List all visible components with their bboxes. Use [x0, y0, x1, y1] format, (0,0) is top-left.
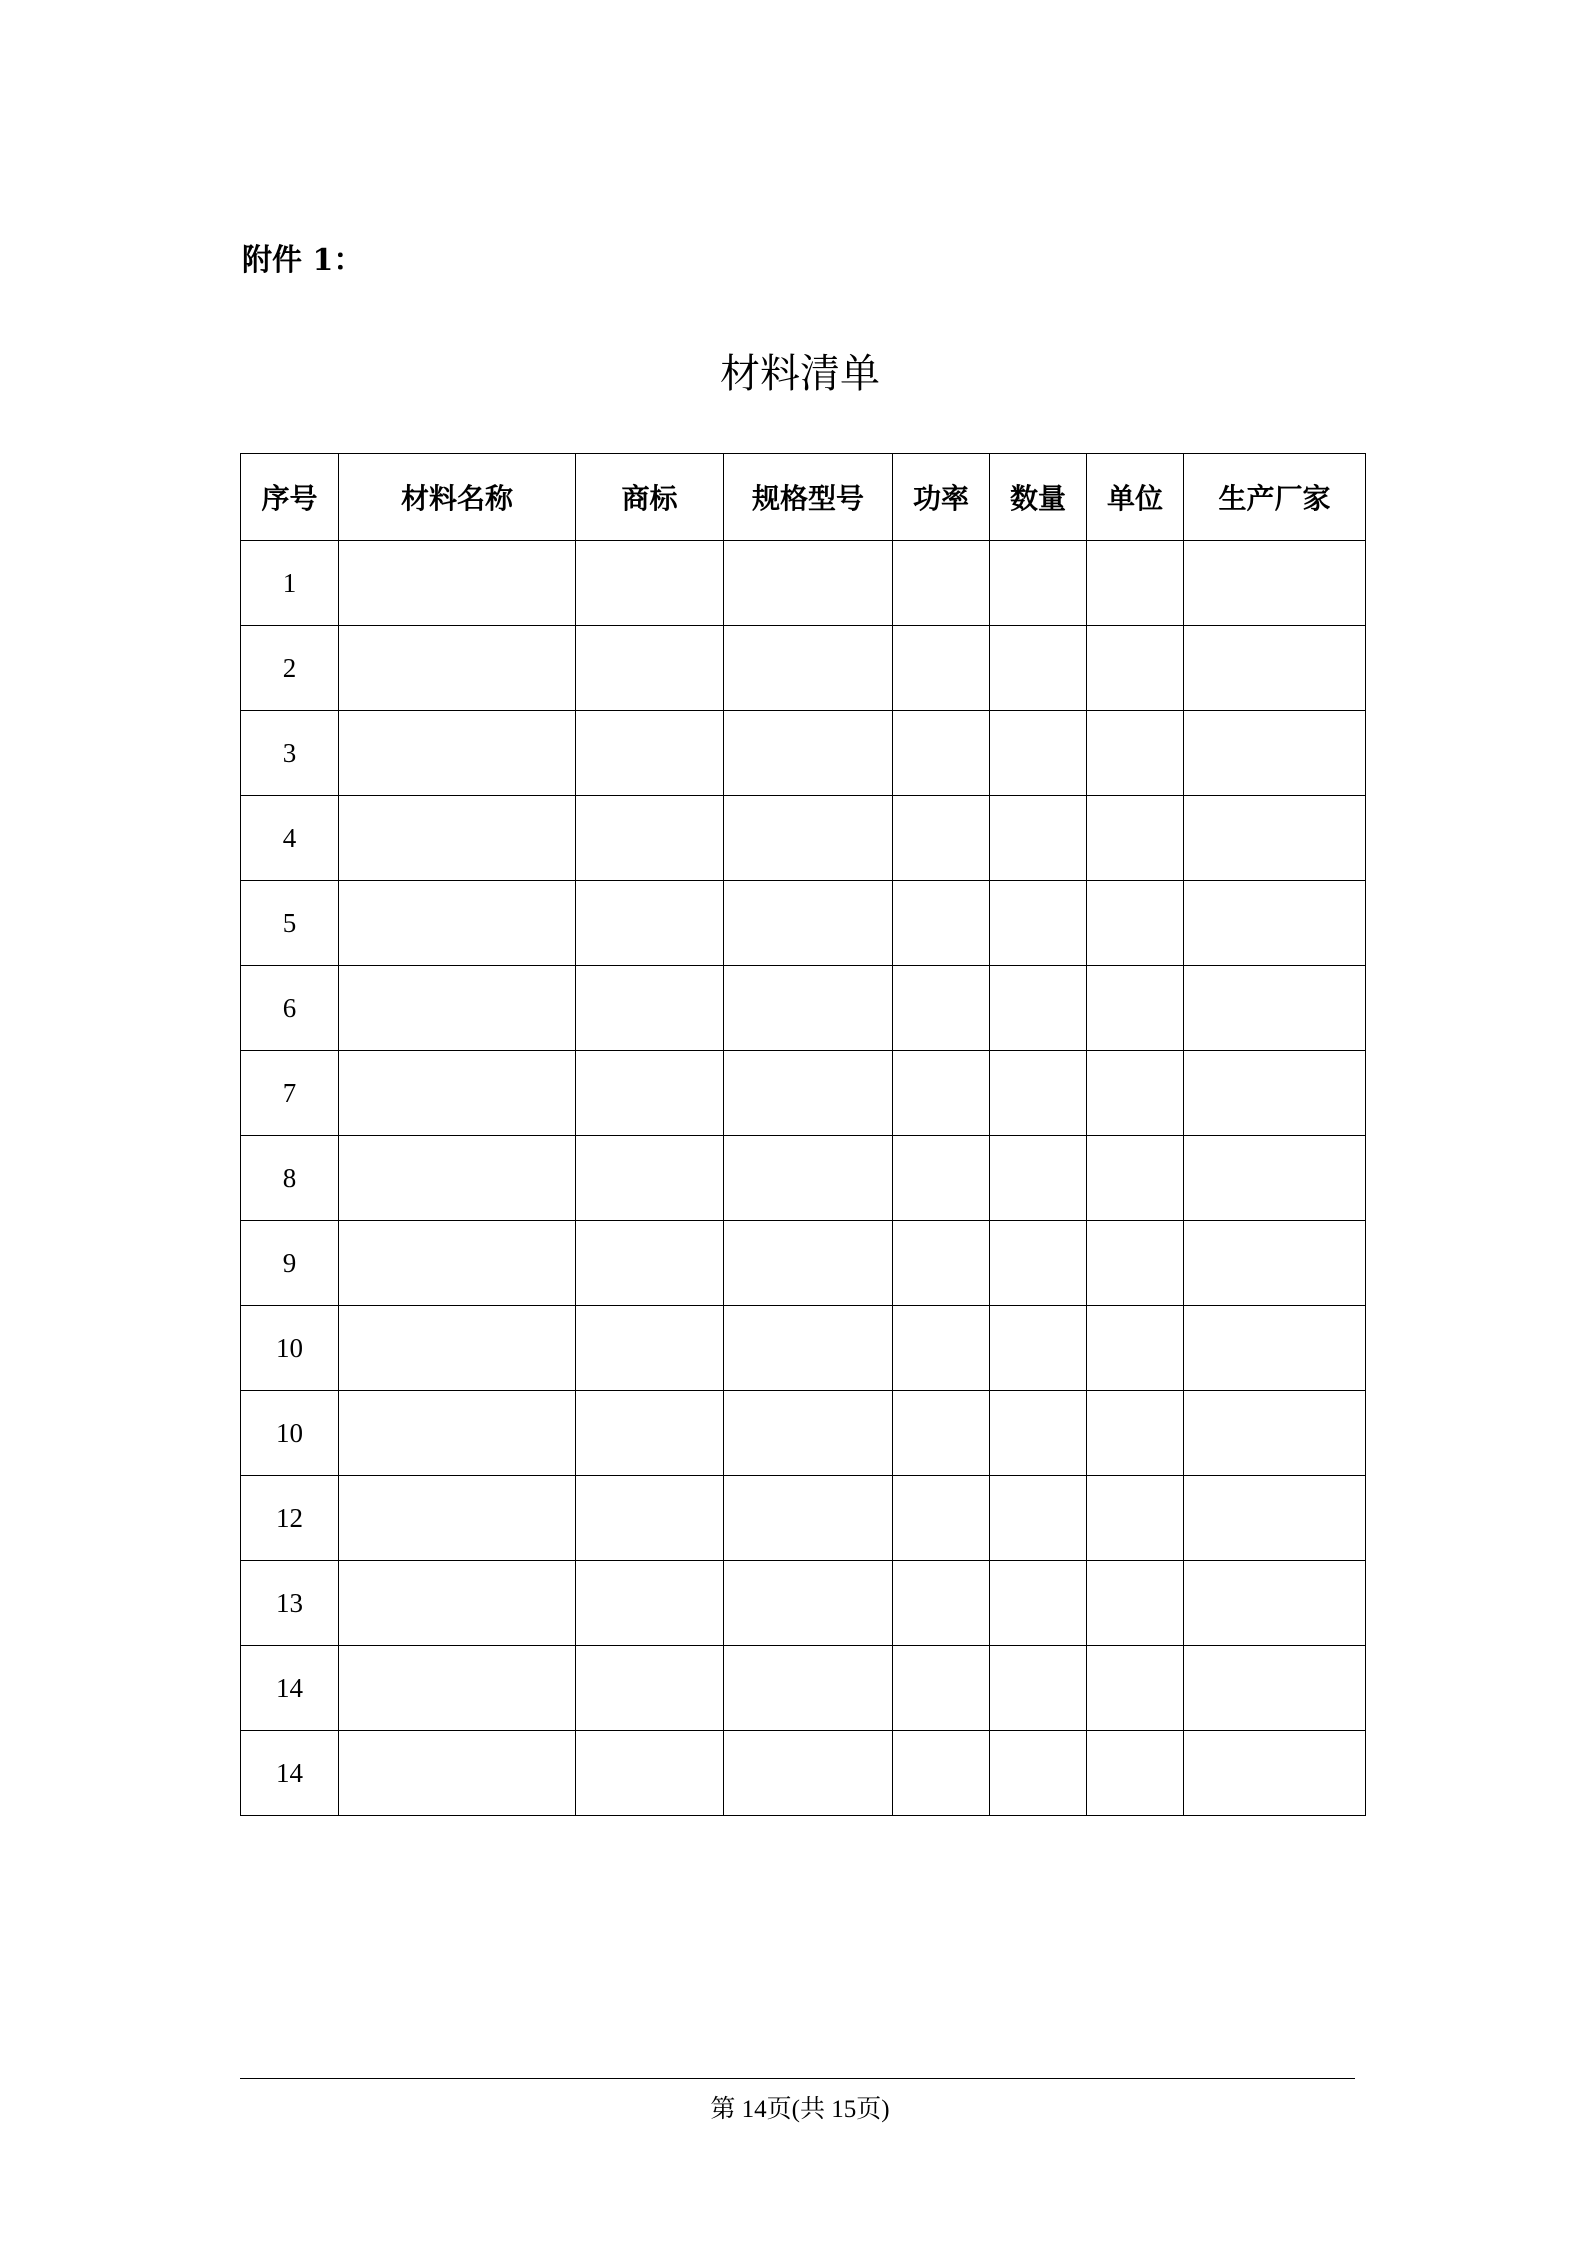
empty-cell [1184, 796, 1366, 881]
empty-cell [990, 1136, 1087, 1221]
empty-cell [339, 966, 576, 1051]
empty-cell [576, 1731, 724, 1816]
empty-cell [1087, 1391, 1184, 1476]
empty-cell [1087, 1221, 1184, 1306]
empty-cell [576, 966, 724, 1051]
empty-cell [1087, 796, 1184, 881]
empty-cell [576, 1306, 724, 1391]
empty-cell [339, 1731, 576, 1816]
header-power: 功率 [893, 454, 990, 541]
footer-divider [240, 2078, 1355, 2079]
materials-table [240, 453, 1366, 1816]
empty-cell [724, 711, 893, 796]
empty-cell [893, 1476, 990, 1561]
row-number-cell: 4 [241, 796, 339, 881]
empty-cell [724, 1561, 893, 1646]
table-row [241, 541, 1366, 626]
empty-cell [339, 881, 576, 966]
empty-cell [339, 626, 576, 711]
empty-cell [1184, 1391, 1366, 1476]
empty-cell [576, 1476, 724, 1561]
empty-cell [990, 966, 1087, 1051]
empty-cell [1184, 1476, 1366, 1561]
empty-cell [724, 1306, 893, 1391]
table-row [241, 1476, 1366, 1561]
empty-cell [1184, 1051, 1366, 1136]
empty-cell [893, 1731, 990, 1816]
empty-cell [339, 1391, 576, 1476]
empty-cell [576, 1136, 724, 1221]
table-row [241, 711, 1366, 796]
row-number-cell: 1 [241, 541, 339, 626]
table-row [241, 1221, 1366, 1306]
empty-cell [893, 1306, 990, 1391]
row-number-cell: 9 [241, 1221, 339, 1306]
row-number-cell: 14 [241, 1731, 339, 1816]
row-number-cell: 12 [241, 1476, 339, 1561]
empty-cell [990, 1391, 1087, 1476]
table-row [241, 1051, 1366, 1136]
empty-cell [724, 796, 893, 881]
empty-cell [724, 1221, 893, 1306]
empty-cell [576, 1646, 724, 1731]
empty-cell [724, 1731, 893, 1816]
empty-cell [576, 1051, 724, 1136]
empty-cell [339, 1561, 576, 1646]
empty-cell [724, 966, 893, 1051]
table-row [241, 796, 1366, 881]
empty-cell [893, 1391, 990, 1476]
empty-cell [1087, 711, 1184, 796]
empty-cell [339, 1476, 576, 1561]
empty-cell [990, 881, 1087, 966]
empty-cell [990, 1731, 1087, 1816]
empty-cell [724, 541, 893, 626]
empty-cell [576, 1391, 724, 1476]
empty-cell [724, 1051, 893, 1136]
row-number-cell: 3 [241, 711, 339, 796]
empty-cell [1087, 1561, 1184, 1646]
row-number-cell: 5 [241, 881, 339, 966]
empty-cell [893, 626, 990, 711]
header-specification-model: 规格型号 [724, 454, 893, 541]
table-row [241, 1306, 1366, 1391]
row-number-cell: 10 [241, 1306, 339, 1391]
empty-cell [990, 1051, 1087, 1136]
row-number-cell: 14 [241, 1646, 339, 1731]
attachment-label: 附件 1： [242, 243, 364, 278]
empty-cell [990, 1306, 1087, 1391]
empty-cell [1087, 1136, 1184, 1221]
row-number-cell: 13 [241, 1561, 339, 1646]
header-serial-number: 序号 [241, 454, 339, 541]
header-material-name: 材料名称 [339, 454, 576, 541]
header-manufacturer: 生产厂家 [1184, 454, 1366, 541]
table-row [241, 1136, 1366, 1221]
empty-cell [893, 966, 990, 1051]
empty-cell [1184, 1136, 1366, 1221]
empty-cell [724, 1476, 893, 1561]
empty-cell [339, 1136, 576, 1221]
header-unit: 单位 [1087, 454, 1184, 541]
empty-cell [1184, 1221, 1366, 1306]
empty-cell [990, 1476, 1087, 1561]
empty-cell [339, 1221, 576, 1306]
footer-page-number: 第 14页(共 15页) [710, 2096, 890, 2123]
header-quantity: 数量 [990, 454, 1087, 541]
empty-cell [724, 1136, 893, 1221]
empty-cell [576, 626, 724, 711]
empty-cell [576, 881, 724, 966]
empty-cell [893, 711, 990, 796]
empty-cell [1087, 541, 1184, 626]
empty-cell [990, 541, 1087, 626]
empty-cell [893, 1051, 990, 1136]
empty-cell [339, 711, 576, 796]
empty-cell [1184, 881, 1366, 966]
empty-cell [1087, 1731, 1184, 1816]
empty-cell [893, 1221, 990, 1306]
empty-cell [1087, 626, 1184, 711]
empty-cell [1184, 1646, 1366, 1731]
empty-cell [1087, 1051, 1184, 1136]
empty-cell [576, 711, 724, 796]
document-title: 材料清单 [720, 351, 880, 397]
empty-cell [1184, 1561, 1366, 1646]
empty-cell [893, 881, 990, 966]
row-number-cell: 2 [241, 626, 339, 711]
table-row [241, 966, 1366, 1051]
empty-cell [339, 1051, 576, 1136]
empty-cell [1087, 966, 1184, 1051]
empty-cell [893, 796, 990, 881]
table-row [241, 881, 1366, 966]
row-number-cell: 8 [241, 1136, 339, 1221]
empty-cell [1184, 541, 1366, 626]
empty-cell [893, 1646, 990, 1731]
empty-cell [893, 541, 990, 626]
row-number-cell: 6 [241, 966, 339, 1051]
table-row [241, 626, 1366, 711]
empty-cell [339, 796, 576, 881]
empty-cell [339, 541, 576, 626]
empty-cell [724, 1646, 893, 1731]
empty-cell [1087, 881, 1184, 966]
row-number-cell: 7 [241, 1051, 339, 1136]
empty-cell [576, 1561, 724, 1646]
empty-cell [1087, 1306, 1184, 1391]
table-row [241, 1391, 1366, 1476]
empty-cell [893, 1561, 990, 1646]
empty-cell [1184, 966, 1366, 1051]
empty-cell [576, 796, 724, 881]
empty-cell [1184, 1306, 1366, 1391]
empty-cell [1087, 1646, 1184, 1731]
empty-cell [576, 541, 724, 626]
table-row [241, 1731, 1366, 1816]
empty-cell [576, 1221, 724, 1306]
empty-cell [1184, 711, 1366, 796]
empty-cell [1087, 1476, 1184, 1561]
empty-cell [724, 881, 893, 966]
empty-cell [990, 1646, 1087, 1731]
table-header-row [241, 454, 1366, 541]
empty-cell [990, 1221, 1087, 1306]
empty-cell [724, 1391, 893, 1476]
empty-cell [990, 796, 1087, 881]
empty-cell [990, 1561, 1087, 1646]
empty-cell [724, 626, 893, 711]
table-body [241, 541, 1366, 1816]
table-row [241, 1646, 1366, 1731]
row-number-cell: 10 [241, 1391, 339, 1476]
empty-cell [1184, 626, 1366, 711]
header-trademark: 商标 [576, 454, 724, 541]
empty-cell [990, 626, 1087, 711]
empty-cell [893, 1136, 990, 1221]
empty-cell [1184, 1731, 1366, 1816]
table-row [241, 1561, 1366, 1646]
empty-cell [339, 1646, 576, 1731]
empty-cell [990, 711, 1087, 796]
empty-cell [339, 1306, 576, 1391]
